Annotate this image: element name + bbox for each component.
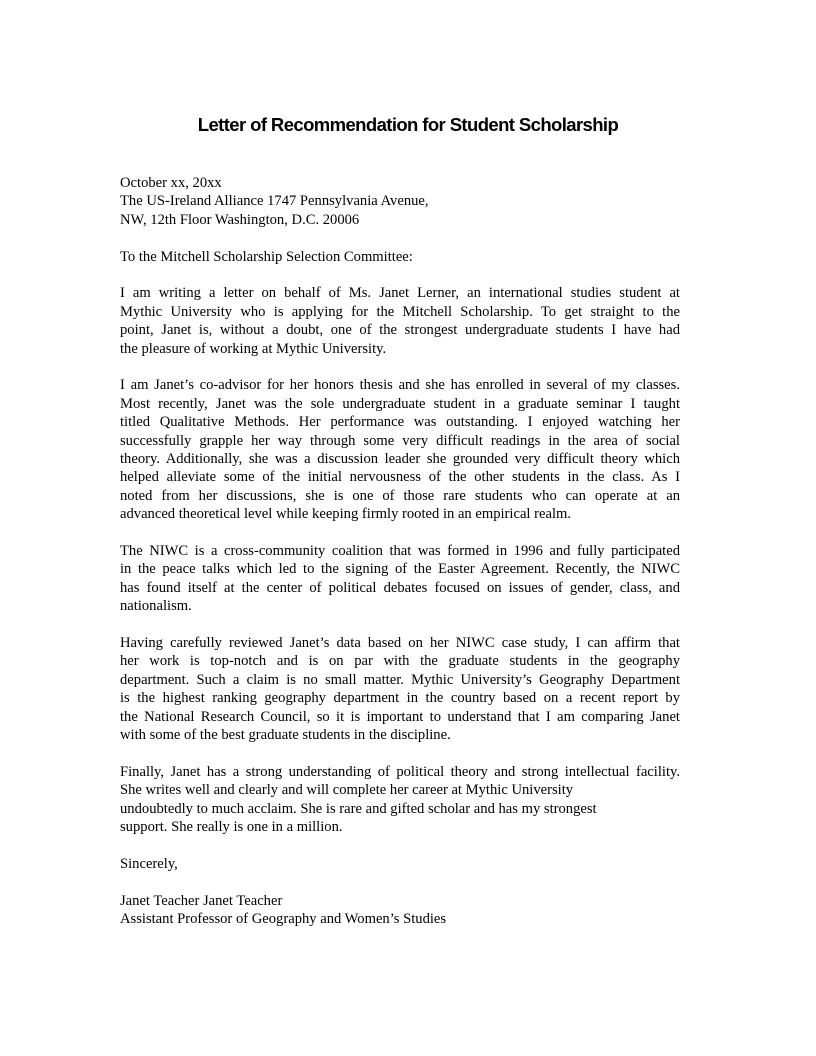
paragraph-line: advanced theoretical level while keeping firmly rooted in an empirical realm.: [120, 506, 572, 523]
letter-body: [120, 174, 680, 947]
paragraph-line: titled Qualitative Methods. Her performance was outstanding. I enjoyed watching her: [120, 414, 680, 431]
paragraph-line: support. She really is one in a million.: [120, 819, 343, 836]
salutation: To the Mitchell Scholarship Selection Committee:: [120, 248, 413, 265]
paragraph-line: helped alleviate some of the initial nervousness of the other students in the class. As I: [120, 469, 680, 486]
paragraph-line: Finally, Janet has a strong understanding of political theory and strong intellectual facility.: [120, 763, 680, 780]
paragraph-5: [120, 763, 680, 837]
paragraph-line: her work is top-notch and is on par with the graduate students in the geography: [120, 653, 680, 670]
address-line-2: NW, 12th Floor Washington, D.C. 20006: [120, 211, 360, 228]
paragraph-4: [120, 634, 680, 744]
paragraph-line: The NIWC is a cross-community coalition that was formed in 1996 and fully participated: [120, 543, 680, 560]
signature-block: [120, 892, 680, 929]
closing: Sincerely,: [120, 855, 178, 872]
paragraph-line: I am Janet’s co-advisor for her honors thesis and she has enrolled in several of my classes.: [120, 377, 680, 394]
letter-date: October xx, 20xx: [120, 175, 222, 191]
paragraph-line: noted from her discussions, she is one of those rare students who can operate at an: [120, 487, 680, 504]
paragraph-line: in the peace talks which led to the signing of the Easter Agreement. Recently, the NIWC: [120, 561, 680, 578]
paragraph-line: successfully grapple her way through some very difficult readings in the area of social: [120, 432, 680, 449]
paragraph-line: Most recently, Janet was the sole undergraduate student in a graduate seminar I taught: [120, 395, 680, 412]
paragraph-2: [120, 376, 680, 523]
paragraph-line: department. Such a claim is no small matter. Mythic University’s Geography Department: [120, 671, 680, 688]
signature-position: Assistant Professor of Geography and Women’s Studies: [120, 911, 447, 928]
paragraph-line: point, Janet is, without a doubt, one of the strongest undergraduate students I have had: [120, 322, 680, 339]
paragraph-line: I am writing a letter on behalf of Ms. Janet Lerner, an international studies student at: [120, 285, 680, 302]
salutation-block: [120, 248, 680, 266]
letter-title: Letter of Recommendation for Student Scholarship: [197, 114, 619, 135]
paragraph-line: the National Research Council, so it is important to understand that I am comparing Janet: [120, 708, 680, 725]
paragraph-line: is the highest ranking geography department in the country based on a recent report by: [120, 690, 680, 707]
paragraph-line: undoubtedly to much acclaim. She is rare and gifted scholar and has my strongest: [120, 800, 597, 817]
paragraph-1: [120, 284, 680, 358]
paragraph-line: nationalism.: [120, 598, 192, 615]
paragraph-line: the pleasure of working at Mythic University.: [120, 340, 387, 357]
signature-name: Janet Teacher Janet Teacher: [120, 892, 283, 909]
paragraph-line: She writes well and clearly and will complete her career at Mythic University: [120, 782, 574, 799]
paragraph-line: has found itself at the center of political debates focused on issues of gender, class, and: [120, 579, 680, 596]
paragraph-line: Having carefully reviewed Janet’s data based on her NIWC case study, I can affirm that: [120, 635, 680, 652]
paragraph-line: theory. Additionally, she was a discussion leader she grounded very difficult theory which: [120, 451, 680, 468]
paragraph-line: Mythic University who is applying for the Mitchell Scholarship. To get straight to the: [120, 303, 680, 320]
paragraph-3: [120, 542, 680, 616]
address-line-1: The US-Ireland Alliance 1747 Pennsylvania Avenue,: [120, 193, 429, 210]
paragraph-line: with some of the best graduate students in the discipline.: [120, 727, 451, 744]
date-and-address: [120, 174, 680, 229]
closing-block: [120, 855, 680, 873]
